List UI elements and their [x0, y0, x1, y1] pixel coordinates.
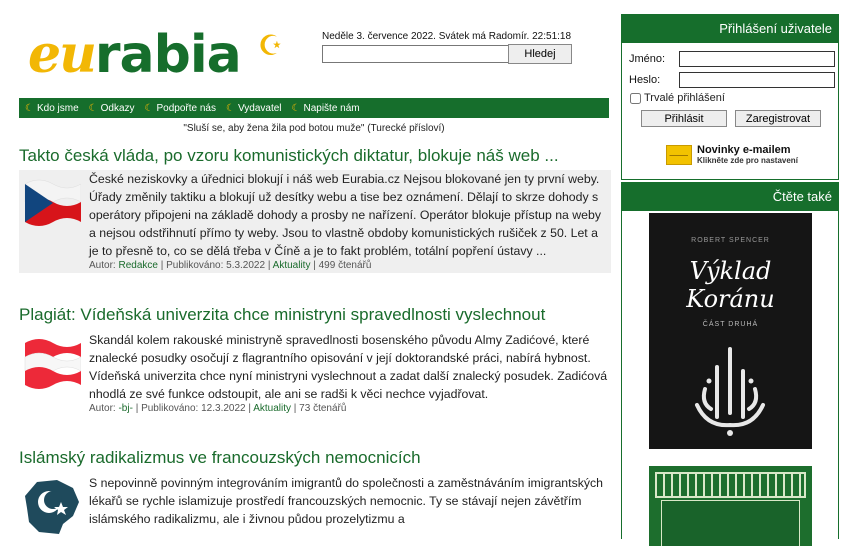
crescent-star-icon: ☪: [258, 30, 284, 61]
article-excerpt: S nepovinně povinným integrováním imigrantů do společnosti a zaměstnáváním imigrantských lékařů se rychle islamizuje prostředí francouzských nemocnic. Ty se stávají nejen závětřím islámského radikalizmu, ale i živnou půdou prozelytizmu a: [89, 476, 603, 526]
nav-item-napiste-nam[interactable]: ☾ Napište nám: [291, 102, 360, 114]
article-item: [19, 305, 611, 414]
newsletter-link[interactable]: Novinky e-mailem Klikněte zde pro nastavení: [666, 144, 798, 165]
password-input[interactable]: [679, 72, 835, 88]
article-title[interactable]: Takto česká vláda, po vzoru komunistických diktatur, blokuje náš web ...: [19, 146, 559, 165]
article-meta: Autor: -bj- | Publikováno: 12.3.2022 | Aktuality | 73 čtenářů: [89, 403, 347, 414]
article-title[interactable]: Plagiát: Vídeňská univerzita chce ministryni spravedlnosti vyslechnout: [19, 305, 546, 324]
article-excerpt: České neziskovky a úřednici blokují i náš web Eurabia.cz Nejsou blokované jen ty první weby. Úřady změnily taktiku a blokují už desítky webu a tise bez oznámení. Dělají to skrze dohody s operátory připojeni na základě dohody a prosby ne nařízení. Operátor blokuje přístup na weby a nejsou odstřihnutí přímo ty weby. Jsou to vlastně obdoby komunistických rušiček z 50. Let a je to přesně to, co se dělá třeba v Číně a je to fakt problém, totální popření ústavy ...: [89, 172, 602, 258]
date-line: Neděle 3. července 2022. Svátek má Radomír. 22:51:18: [322, 31, 572, 42]
article-item: [19, 146, 611, 273]
name-label: Jméno:: [629, 53, 666, 65]
article-item: [19, 448, 611, 528]
nav-item-odkazy[interactable]: ☾ Odkazy: [88, 102, 135, 114]
main-nav: [19, 98, 609, 118]
austrian-flag-icon: [23, 335, 81, 391]
book-pattern: [655, 472, 806, 498]
czech-flag-icon: [23, 174, 81, 230]
article-excerpt: Skandál kolem rakouské ministryně spravedlnosti bosenského původu Almy Zadićové, které znalecké posudky osočují z flagrantního opisování v její doktorandské práci, nabírá hybnost. Vídeňská univerzita chce nyní ministryni vyslechnout a zadat další znalecký posudek. Zadićová nhodlá ze své funkce odstoupit, ale ani se radši k věci nechce vyjadřovat.: [89, 333, 608, 401]
category-link[interactable]: Aktuality: [253, 403, 292, 414]
read-also-title: Čtěte také: [622, 183, 838, 211]
author-link[interactable]: -bj-: [118, 403, 133, 414]
book-cover-2[interactable]: [649, 466, 812, 546]
remember-login[interactable]: Trvalé přihlášení: [630, 92, 725, 104]
book-panel: [661, 500, 800, 546]
crescent-icon: ☾: [226, 102, 235, 114]
register-button[interactable]: Zaregistrovat: [735, 110, 821, 127]
article-meta: Autor: Redakce | Publikováno: 5.3.2022 | Aktuality | 499 čtenářů: [89, 260, 372, 271]
password-label: Heslo:: [629, 74, 661, 86]
login-box-title: Přihlášení uživatele: [622, 15, 838, 43]
envelope-icon: [666, 145, 692, 165]
login-button[interactable]: Přihlásit: [641, 110, 727, 127]
nav-item-podporte-nas[interactable]: ☾ Podpořte nás: [144, 102, 216, 114]
crescent-icon: ☾: [25, 102, 34, 114]
crescent-icon: ☾: [291, 102, 301, 114]
crescent-icon: ☾: [88, 102, 98, 114]
read-also-box: [621, 182, 839, 539]
book-cover[interactable]: ROBERT SPENCER Výklad Koránu ČÁST DRUHÁ: [649, 213, 812, 449]
nav-item-vydavatel[interactable]: ☾ Vydavatel: [226, 102, 282, 114]
search-input[interactable]: [322, 45, 510, 63]
proverb-quote: "Sluší se, aby žena žila pod botou muže" (Turecké přísloví): [183, 123, 445, 134]
login-box: [621, 14, 839, 180]
author-link[interactable]: Redakce: [118, 260, 158, 271]
france-map-crescent-icon: [23, 478, 81, 534]
nav-item-kdo-jsme[interactable]: ☾ Kdo jsme: [25, 102, 79, 114]
crescent-icon: ☾: [144, 102, 154, 114]
article-title[interactable]: Islámský radikalizmus ve francouzských nemocnicích: [19, 448, 421, 467]
search-button[interactable]: Hledej: [508, 44, 572, 64]
category-link[interactable]: Aktuality: [272, 260, 311, 271]
logo-rabia: rabia: [94, 25, 241, 85]
remember-checkbox[interactable]: [630, 93, 641, 104]
logo-eu: eu: [28, 24, 95, 85]
site-logo[interactable]: [28, 26, 288, 86]
calligraphy-icon: [687, 343, 773, 439]
username-input[interactable]: [679, 51, 835, 67]
